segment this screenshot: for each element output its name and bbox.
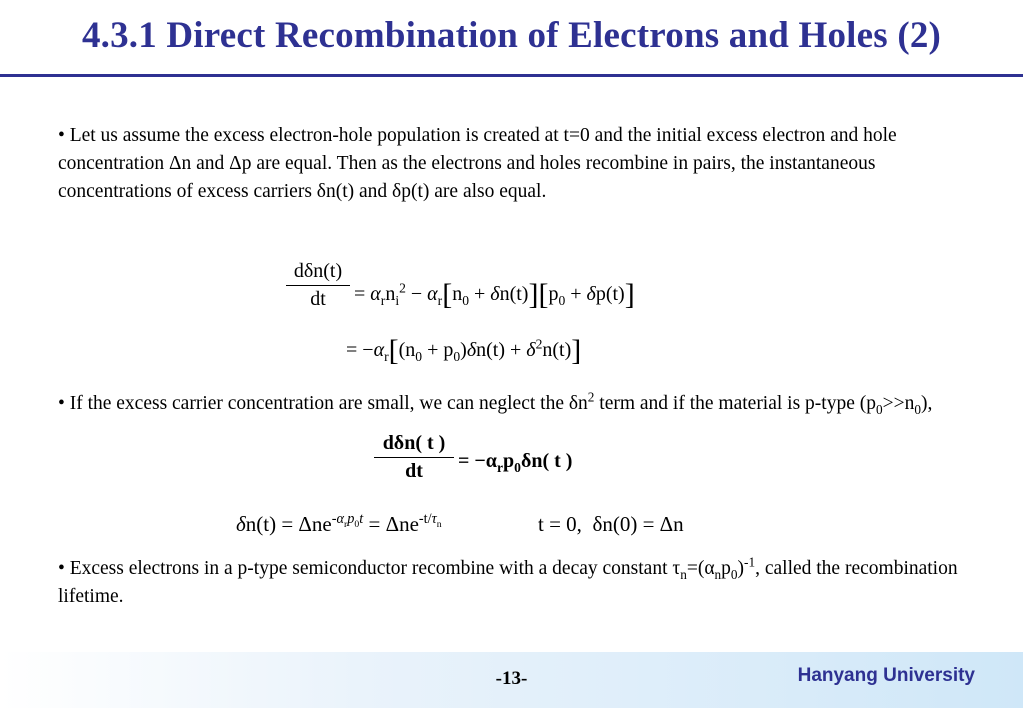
- rate-line2: = $-\alpha_r[(n_0 + p_0)\delta n(t) + \delta^2n(t)]$: [346, 334, 582, 367]
- title-divider: [0, 74, 1023, 77]
- rate-denominator: dt: [310, 288, 326, 310]
- page-number: -13-: [495, 668, 528, 689]
- decay-rhs: = $-\alpha_rp_0\delta n$( t ): [458, 450, 573, 475]
- rate-fraction: [286, 260, 350, 311]
- rate-line1: = $\alpha_rn_i^2 - \alpha_r[n_0 + \delta n(t)][p_0 + \delta p(t)]$: [354, 278, 635, 311]
- paragraph-lifetime: • Excess electrons in a p-type semiconductor recombine with a decay constant $\tau_n=(\alpha_np_0)^{-1}$, called the recombination lifetime.: [58, 554, 958, 607]
- decay-numerator: dδn( t ): [382, 432, 446, 454]
- decay-equation: [374, 432, 634, 496]
- solution-condition: t = 0, δn(0) = Δn: [538, 512, 684, 536]
- decay-denominator: dt: [405, 460, 423, 482]
- paragraph-intro: • Let us assume the excess electron-hole population is created at t=0 and the initial excess electron and hole concentration Δn and Δp are equal. Then as the electrons and holes recombine in pairs, the instantaneous concentrations of excess carriers δn(t) and δp(t) are also equal.: [58, 125, 897, 202]
- university-name: Hanyang University: [797, 665, 975, 686]
- page-title: 4.3.1 Direct Recombination of Electrons and Holes (2): [81, 15, 942, 56]
- paragraph-small-injection: • If the excess carrier concentration are small, we can neglect the $\delta n^2$ term and if the material is p-type $(p_0>>n_0)$,: [58, 389, 933, 417]
- decay-fraction: [374, 432, 454, 483]
- rate-numerator: dδn(t): [293, 260, 343, 282]
- solution-equation: [236, 508, 756, 544]
- rate-equation: [280, 260, 710, 370]
- solution-expression: δn(t) = Δne$^{-\alpha_rp_0t}$ = Δne$^{-t/\tau_n}$: [236, 511, 442, 536]
